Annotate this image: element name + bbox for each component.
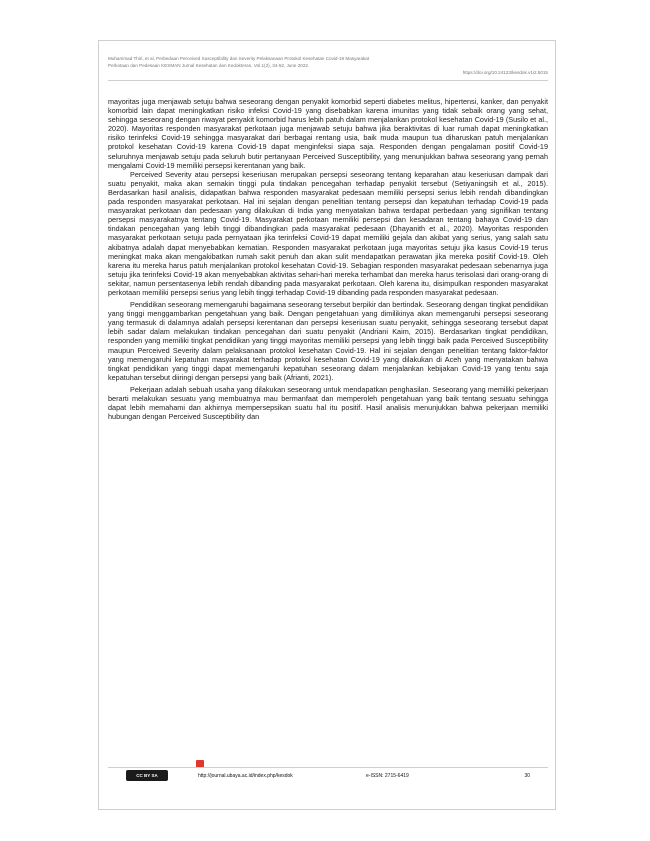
body-text <box>108 97 548 421</box>
paragraph-1: mayoritas juga menjawab setuju bahwa seseorang dengan penyakit komorbid seperti diabetes melitus, hipertensi, kanker, dan penyakit komorbid lain dapat meningkatkan risiko infeksi Covid-19 yang disebabkan karena imunitas yang tidak sebaik orang yang sehat, sehingga seseorang dengan riwayat penyakit komorbid harus lebih patuh dalam menjalankan protokol kesehatan Covid-19 (Susilo et al., 2020). Mayoritas responden masyarakat perkotaan juga menjawab setuju bahwa jika beraktivitas di luar rumah dapat meningkatkan risiko terinfeksi Covid-19 sehingga masyarakat dari berbagai rentang usia, baik muda maupun tua diharuskan patuh menjalankan protokol kesehatan Covid-19 karena Covid-19 dapat menginfeksi siapa saja. Responden dengan pengalaman positif Covid-19 seluruhnya menjawab setuju pada seluruh butir pertanyaan Perceived Susceptibility, yang menunjukkan bahwa seseorang yang pernah mengalami Covid-19 memiliki persepsi kerentanan yang baik. <box>108 97 548 170</box>
header-divider <box>108 80 548 81</box>
running-header <box>108 55 548 76</box>
header-citation-line1: Muhammad Thiri, et al, Perbedaan Perceived Susceptibility dan Severity Pelaksanaan Protokol Kesehatan Covid-19 Masyarakat <box>108 56 370 61</box>
footer-issn: e-ISSN: 2715-6419 <box>366 773 409 779</box>
header-citation-line2: Perkotaan dan Pedesaan KESMAN Jurnal Kesehatan dan Kedokteran, Vol.1(2), 34-52, June 2022. <box>108 63 310 68</box>
footer-journal-link[interactable]: http://journal.ubaya.ac.id/index.php/kesdok <box>198 773 293 779</box>
cc-license-icon: CC BY SA <box>126 770 168 781</box>
paragraph-4: Pekerjaan adalah sebuah usaha yang dilakukan seseorang untuk mendapatkan penghasilan. Seseorang yang memiliki pekerjaan berarti melakukan sesuatu yang membuatnya mau bermanfaat dan memperoleh pengetahuan yang baik tentang sesuatu sehingga dapat lebih memahami dan akhirnya mempersepsikan suatu hal itu positif. Hasil analisis menunjukkan bahwa pekerjaan memiliki hubungan dengan Perceived Susceptibility dan <box>108 384 548 422</box>
footer-divider <box>108 767 548 768</box>
page-footer <box>108 769 548 783</box>
page-number: 30 <box>524 773 530 779</box>
header-doi-link[interactable]: https://doi.org/10.24123/kesdok.v1i2.5015 <box>462 70 548 75</box>
paragraph-2: Perceived Severity atau persepsi keseriusan merupakan persepsi seseorang tentang keparahan atau keseriusan dampak dari suatu penyakit, maka akan semakin tinggi pula tindakan pencegahan terhadap penyakit tersebut (Setiyaningsih et al., 2015). Berdasarkan hasil analisis, didapatkan bahwa responden masyarakat pedesaan memiliki persepsi serius lebih rendah dibandingkan pada responden masyarakat perkotaan. Hal ini sejalan dengan penelitian tentang persepsi dan kepatuhan terhadap Covid-19 pada masyarakat perkotaan dan pedesaan yang dilakukan di India yang menyatakan bahwa terdapat perbedaan yang signifikan tentang persepsi masyarakatnya tentang Covid-19. Masyarakat perkotaan memiliki persepsi dan kesadaran tentang bahaya Covid-19 dan tindakan pencegahan yang lebih tinggi dibandingkan pada masyarakat pedesaan (Dhayanith et al., 2020). Mayoritas responden masyarakat perkotaan setuju pada pernyataan jika terinfeksi Covid-19 dapat memiliki gejala dan akibat yang serius, yang salah satu akibatnya adalah dapat menyebabkan kematian. Responden masyarakat perkotaan juga mayoritas setuju jika kasus Covid-19 terus meningkat maka akan mengakibatkan rumah sakit penuh dan akan sulit mendapatkan perawatan jika mereka positif Covid-19. Oleh karena itu mereka harus patuh menjalankan protokol kesehatan Covid-19. Sebagian responden masyarakat pedesaan sebenarnya juga setuju jika terinfeksi Covid-19 akan menyebabkan aktivitas sehari-hari mereka terhambat dan mereka harus terisolasi dari orang-orang di sekitar, namun persentasenya lebih rendah dibanding pada masyarakat perkotaan. Oleh karena itu, disimpulkan responden masyarakat perkotaan memiliki persepsi serius yang lebih tinggi terhadap Covid-19 dibanding pada responden masyarakat pedesaan. <box>108 169 548 297</box>
paragraph-3: Pendidikan seseorang memengaruhi bagaimana seseorang tersebut berpikir dan bertindak. Seseorang dengan tingkat pendidikan yang tinggi menggambarkan pengetahuan yang baik. Dengan pengetahuan yang dimilikinya akan memengaruhi persepsi seseorang yang termasuk di dalamnya adalah persepsi kerentanan dan persepsi keseriusan suatu penyakit, sehingga seseorang tersebut dapat lebih sadar dalam melakukan tindakan pencegahan dari suatu penyakit (Andriani Kaim, 2015). Berdasarkan tingkat pendidikan, responden yang memiliki tingkat pendidikan yang tinggi mayoritas memiliki persepsi yang lebih tinggi baik pada Perceived Susceptibility maupun Perceived Severity dalam pelaksanaan protokol kesehatan Covid-19. Hal ini sejalan dengan penelitian tentang faktor-faktor yang memengaruhi kepatuhan masyarakat terhadap protokol kesehatan Covid-19 yang dilakukan di Aceh yang menyatakan bahwa tingkat pendidikan yang tinggi dapat memengaruhi kepatuhan seseorang dalam menjalankan kebijakan Covid-19 yang tentu saja kepatuhan tersebut diiringi dengan persepsi yang baik (Afrianti, 2021). <box>108 300 548 382</box>
